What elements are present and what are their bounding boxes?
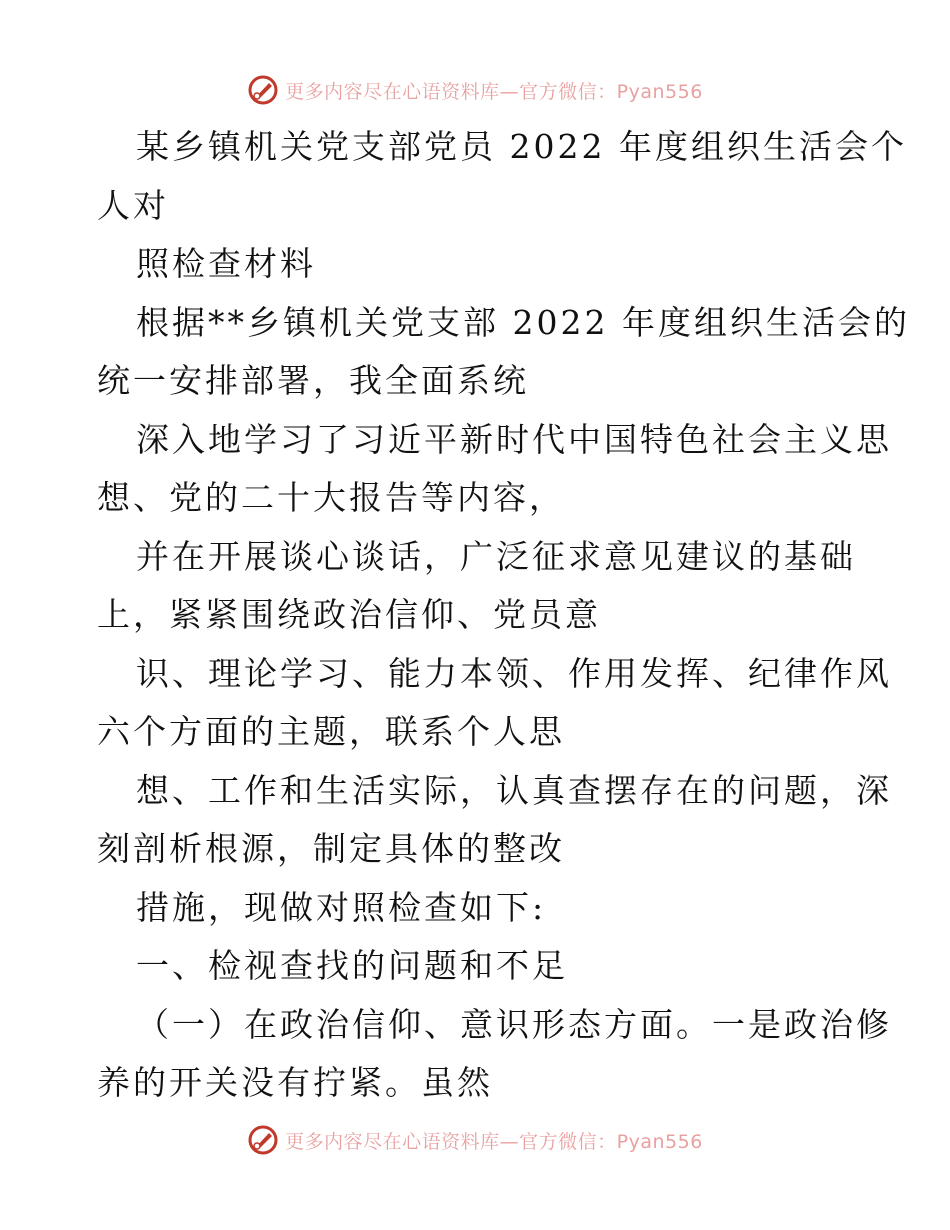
watermark-text: 更多内容尽在心语资料库—官方微信：Pyan556 (285, 80, 703, 103)
title-line-1: 某乡镇机关党支部党员 2022 年度组织生活会个 (136, 127, 907, 166)
paragraph-line: 识、理论学习、能力本领、作用发挥、纪律作风 (136, 653, 892, 693)
paragraph-line: 六个方面的主题，联系个人思 (97, 712, 565, 751)
paragraph-line: 措施，现做对照检查如下: (136, 887, 547, 927)
footer-watermark (0, 1120, 950, 1160)
pen-seal-icon (247, 74, 279, 106)
paragraph-line: 深入地学习了习近平新时代中国特色社会主义思 (136, 419, 892, 459)
paragraph-line: 养的开关没有拧紧。虽然 (97, 1063, 493, 1102)
watermark-text: 更多内容尽在心语资料库—官方微信：Pyan556 (285, 1130, 703, 1153)
title-line-2: 人对 (97, 185, 169, 225)
paragraph-line: （一）在政治信仰、意识形态方面。一是政治修 (136, 1004, 892, 1044)
pen-seal-icon (247, 1124, 279, 1156)
section-heading: 一、检视查找的问题和不足 (136, 946, 568, 985)
paragraph-line: 根据**乡镇机关党支部 2022 年度组织生活会的 (136, 302, 910, 342)
paragraph-line: 刻剖析根源，制定具体的整改 (97, 829, 565, 868)
header-watermark (0, 70, 950, 110)
paragraph-line: 上，紧紧围绕政治信仰、党员意 (97, 595, 601, 634)
paragraph-line: 统一安排部署，我全面系统 (97, 361, 529, 400)
document-body (97, 118, 910, 1113)
title-line-3: 照检查材料 (136, 244, 316, 283)
paragraph-line: 想、党的二十大报告等内容， (97, 478, 565, 517)
paragraph-line: 想、工作和生活实际，认真查摆存在的问题，深 (136, 770, 892, 810)
paragraph-line: 并在开展谈心谈话，广泛征求意见建议的基础 (136, 536, 856, 576)
